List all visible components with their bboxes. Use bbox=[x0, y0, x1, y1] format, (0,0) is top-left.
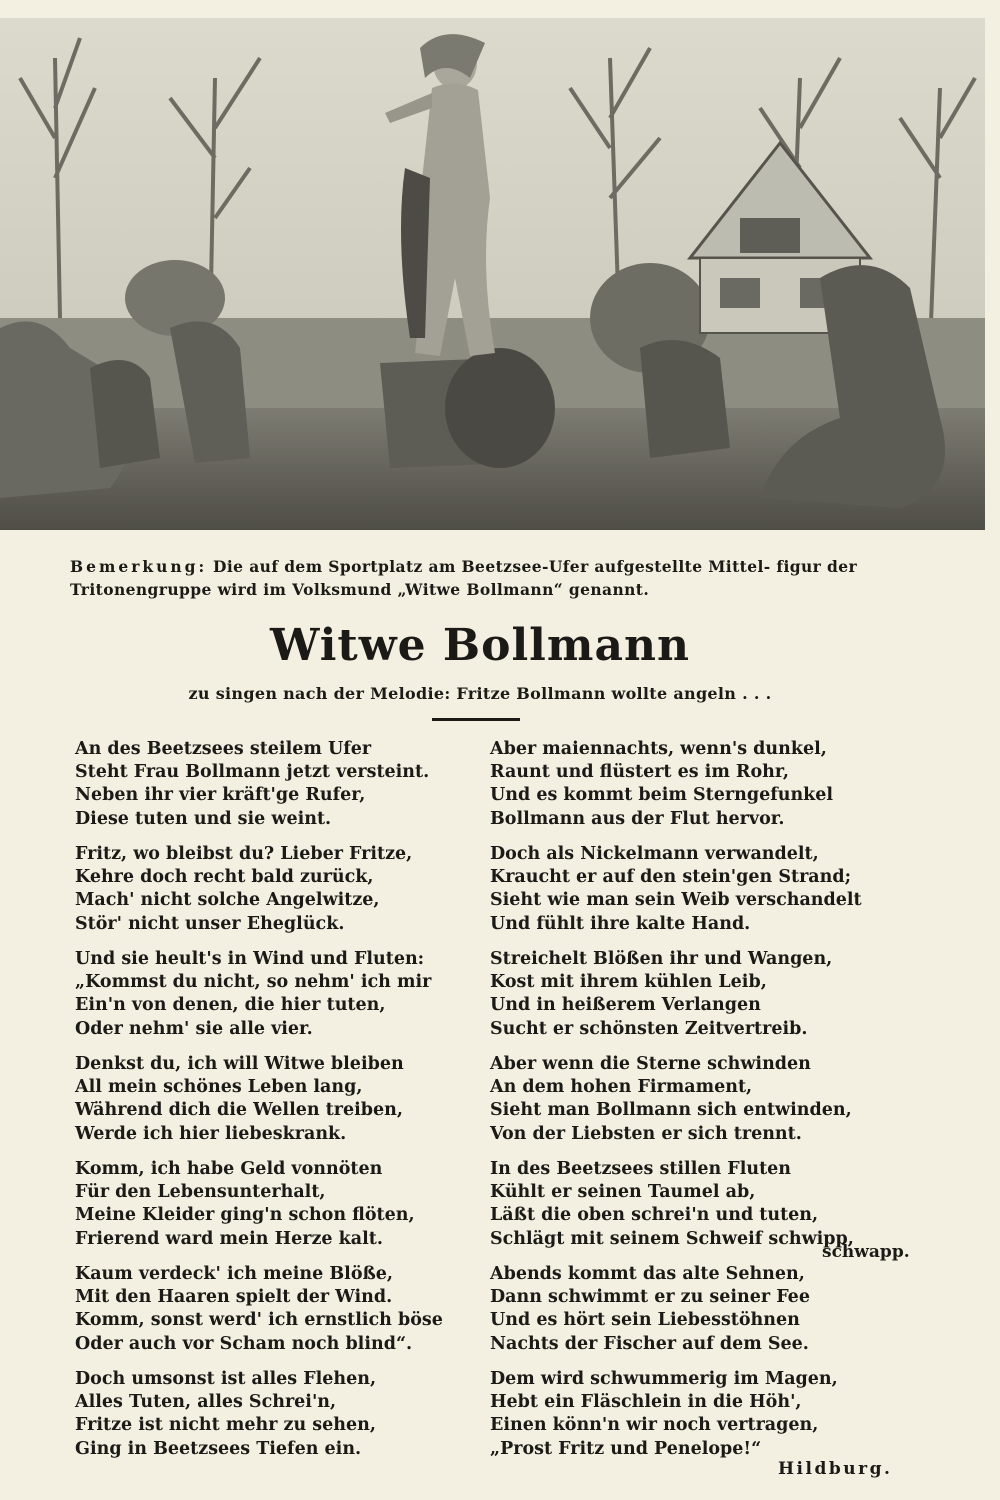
statue-photo bbox=[0, 18, 985, 530]
verse-line: Steht Frau Bollmann jetzt versteint. bbox=[75, 762, 430, 783]
stanza bbox=[75, 1053, 495, 1146]
verse-line: Schlägt mit seinem Schweif schwipp, bbox=[490, 1228, 854, 1249]
verse-line: Läßt die oben schrei'n und tuten, bbox=[490, 1205, 819, 1226]
stanza bbox=[490, 948, 910, 1041]
verse-line: Oder nehm' sie alle vier. bbox=[75, 1018, 313, 1039]
verse-line: Doch umsonst ist alles Flehen, bbox=[75, 1369, 377, 1389]
verse-line: Mit den Haaren spielt der Wind. bbox=[75, 1287, 393, 1308]
stanza bbox=[490, 738, 910, 831]
verse-line: Sieht wie man sein Weib verschandelt bbox=[490, 890, 862, 911]
verse-line: Und in heißerem Verlangen bbox=[490, 995, 761, 1016]
stanza bbox=[490, 843, 910, 936]
verse-line: „Kommst du nicht, so nehm' ich mir bbox=[75, 972, 432, 993]
statue-photo-icon bbox=[0, 18, 985, 530]
stanza bbox=[75, 738, 495, 831]
stanza bbox=[75, 1263, 495, 1356]
verse-line: „Prost Fritz und Penelope!“ bbox=[490, 1438, 762, 1459]
verse-line: Abends kommt das alte Sehnen, bbox=[490, 1264, 805, 1284]
right-column bbox=[490, 738, 910, 1473]
verse-line: Streichelt Blößen ihr und Wangen, bbox=[490, 949, 833, 969]
verse-line: Bollmann aus der Flut hervor. bbox=[490, 808, 785, 829]
verse-line: Alles Tuten, alles Schrei'n, bbox=[75, 1392, 337, 1413]
verse-line: Ging in Beetzsees Tiefen ein. bbox=[75, 1438, 362, 1459]
stanza bbox=[75, 948, 495, 1041]
verse-line: An des Beetzsees steilem Ufer bbox=[75, 739, 372, 759]
verse-line: Meine Kleider ging'n schon flöten, bbox=[75, 1205, 415, 1226]
verse-line: Dem wird schwummerig im Magen, bbox=[490, 1369, 838, 1389]
verse-line: Für den Lebensunterhalt, bbox=[75, 1182, 326, 1203]
verse-line: Dann schwimmt er zu seiner Fee bbox=[490, 1287, 810, 1308]
verse-line: Raunt und flüstert es im Rohr, bbox=[490, 762, 789, 783]
verse-line: Denkst du, ich will Witwe bleiben bbox=[75, 1054, 404, 1074]
stanza bbox=[490, 1053, 910, 1146]
verse-line: Komm, sonst werd' ich ernstlich böse bbox=[75, 1310, 443, 1331]
verse-line: Fritze ist nicht mehr zu sehen, bbox=[75, 1415, 376, 1436]
verse-line: Und sie heult's in Wind und Fluten: bbox=[75, 949, 425, 969]
verse-line: Hebt ein Fläschlein in die Höh', bbox=[490, 1392, 802, 1413]
stanza bbox=[490, 1158, 910, 1251]
verse-line: Kaum verdeck' ich meine Blöße, bbox=[75, 1264, 394, 1284]
verse-line: Einen könn'n wir noch vertragen, bbox=[490, 1415, 819, 1436]
verse-line: Frierend ward mein Herze kalt. bbox=[75, 1228, 383, 1249]
remark-text: Die auf dem Sportplatz am Beetzsee-Ufer aufgestellte Mittel- figur der Tritonengruppe wird im Volksmund „Witwe Bollmann“ genannt. bbox=[70, 557, 858, 599]
verse-line: Diese tuten und sie weint. bbox=[75, 808, 332, 829]
verse-line: Und fühlt ihre kalte Hand. bbox=[490, 913, 751, 934]
stanza bbox=[490, 1368, 910, 1461]
verse-line: Sucht er schönsten Zeitvertreib. bbox=[490, 1018, 808, 1039]
verse-line: Kehre doch recht bald zurück, bbox=[75, 867, 374, 888]
left-column bbox=[75, 738, 495, 1473]
verse-line: Von der Liebsten er sich trennt. bbox=[490, 1123, 802, 1144]
verse-line: Und es kommt beim Sterngefunkel bbox=[490, 785, 834, 806]
verse-line: Kraucht er auf den stein'gen Strand; bbox=[490, 867, 852, 888]
verse-line: Ein'n von denen, die hier tuten, bbox=[75, 995, 386, 1016]
verse-line: In des Beetzsees stillen Fluten bbox=[490, 1159, 792, 1179]
verse-line: Doch als Nickelmann verwandelt, bbox=[490, 844, 819, 864]
verse-line: Sieht man Bollmann sich entwinden, bbox=[490, 1100, 852, 1121]
verse-line: Aber maiennachts, wenn's dunkel, bbox=[490, 739, 827, 759]
verse-line: Neben ihr vier kräft'ge Rufer, bbox=[75, 785, 366, 806]
remark-note bbox=[70, 555, 900, 601]
stanza bbox=[75, 843, 495, 936]
remark-label: Bemerkung: bbox=[70, 557, 208, 576]
verse-line: Aber wenn die Sterne schwinden bbox=[490, 1054, 811, 1074]
author-signature: Hildburg. bbox=[778, 1459, 893, 1479]
stanza bbox=[75, 1158, 495, 1251]
verse-line: Werde ich hier liebeskrank. bbox=[75, 1123, 347, 1144]
verse-line: An dem hohen Firmament, bbox=[490, 1077, 753, 1098]
verse-continuation: schwapp. bbox=[822, 1242, 910, 1262]
stanza bbox=[490, 1263, 910, 1356]
verse-line: Nachts der Fischer auf dem See. bbox=[490, 1333, 809, 1354]
verse-line: Oder auch vor Scham noch blind“. bbox=[75, 1333, 413, 1354]
verse-line: Und es hört sein Liebesstöhnen bbox=[490, 1310, 800, 1331]
verse-line: Kühlt er seinen Taumel ab, bbox=[490, 1182, 756, 1203]
verse-line: Fritz, wo bleibst du? Lieber Fritze, bbox=[75, 844, 413, 864]
song-title: Witwe Bollmann bbox=[270, 620, 690, 671]
title-divider bbox=[432, 718, 520, 721]
verse-line: Komm, ich habe Geld vonnöten bbox=[75, 1159, 383, 1179]
verse-line: Mach' nicht solche Angelwitze, bbox=[75, 890, 380, 911]
verse-line: Während dich die Wellen treiben, bbox=[75, 1100, 403, 1121]
stanza bbox=[75, 1368, 495, 1461]
verse-line: Kost mit ihrem kühlen Leib, bbox=[490, 972, 767, 993]
song-subtitle: zu singen nach der Melodie: Fritze Bollmann wollte angeln . . . bbox=[188, 684, 772, 703]
verse-line: All mein schönes Leben lang, bbox=[75, 1077, 363, 1098]
verse-line: Stör' nicht unser Eheglück. bbox=[75, 913, 345, 934]
